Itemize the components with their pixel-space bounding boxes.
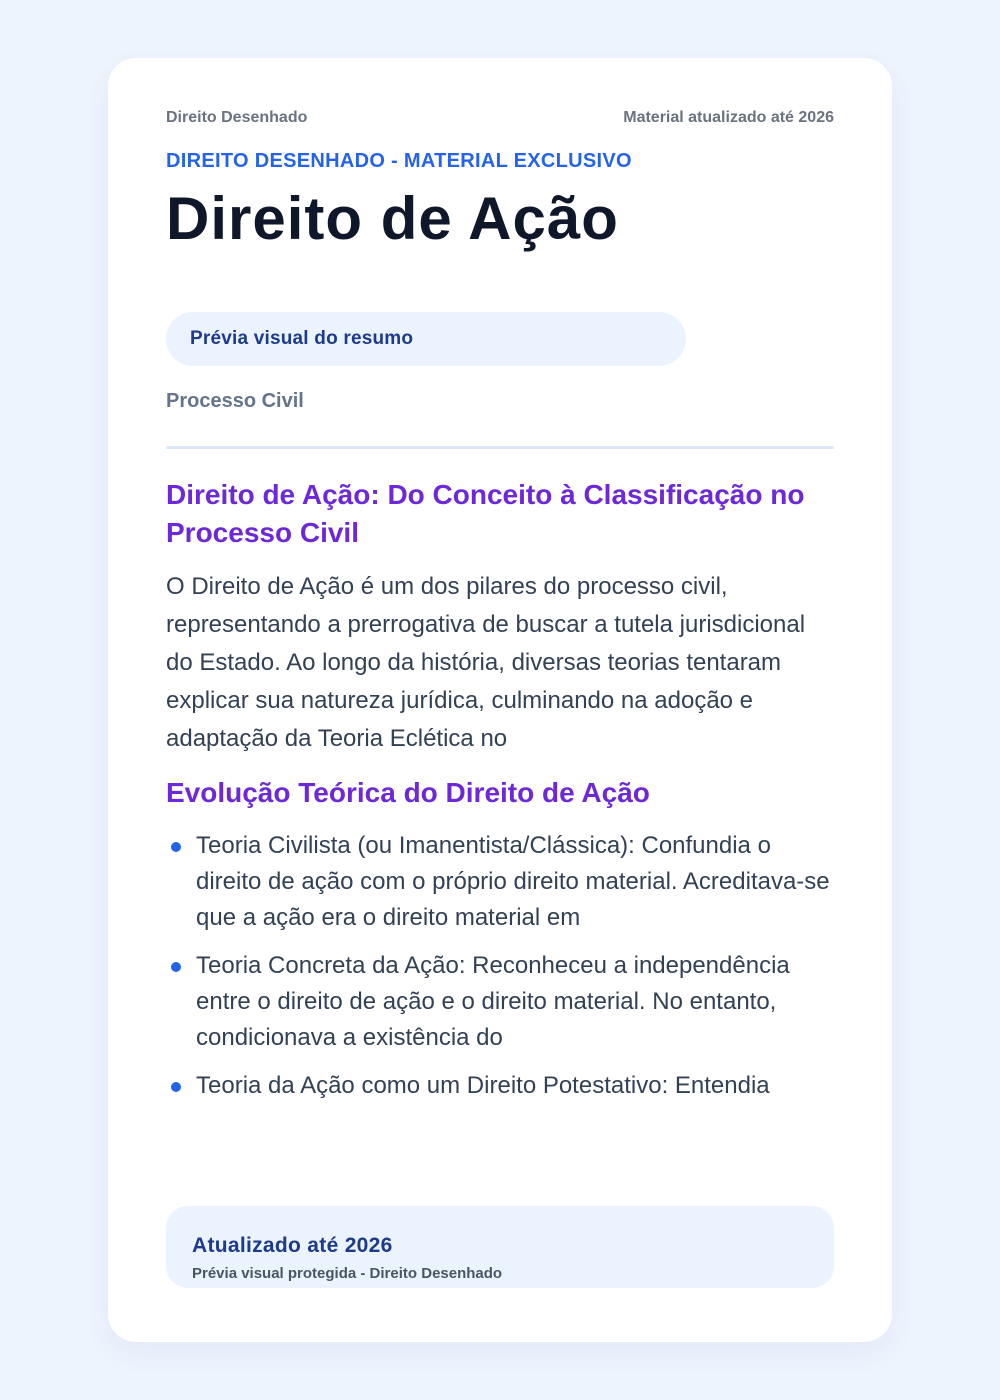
list-item-text: Teoria da Ação como um Direito Potestativo: Entendia — [196, 1072, 770, 1099]
updated-note: Material atualizado até 2026 — [623, 109, 834, 126]
bullet-dot-icon — [171, 842, 181, 852]
list-item — [166, 1068, 834, 1104]
preview-pill: Prévia visual do resumo — [166, 312, 686, 366]
footer-subtitle: Prévia visual protegida - Direito Desenhado — [192, 1265, 503, 1282]
footer-banner — [166, 1206, 834, 1288]
list-item — [166, 948, 834, 1056]
top-bar — [166, 108, 834, 128]
list-item-text: Teoria Civilista (ou Imanentista/Clássica): Confundia o direito de ação com o próprio direito material. Acreditava-se que a ação era o direito material em — [196, 832, 830, 931]
theory-list — [166, 828, 834, 1116]
bullet-dot-icon — [171, 1082, 181, 1092]
subject-label: Processo Civil — [166, 390, 304, 412]
document-card — [108, 58, 892, 1342]
divider — [166, 446, 834, 449]
footer-title: Atualizado até 2026 — [192, 1234, 393, 1257]
list-item-text: Teoria Concreta da Ação: Reconheceu a independência entre o direito de ação e o direito material. No entanto, condicionava a existência do — [196, 952, 790, 1051]
list-item — [166, 828, 834, 936]
eyebrow-label: DIREITO DESENHADO - MATERIAL EXCLUSIVO — [166, 150, 632, 172]
brand-name: Direito Desenhado — [166, 109, 308, 126]
section-heading-evolution: Evolução Teórica do Direito de Ação — [166, 777, 650, 808]
intro-paragraph: O Direito de Ação é um dos pilares do processo civil, representando a prerrogativa de buscar a tutela jurisdicional do Estado. Ao longo da história, diversas teorias tentaram explicar sua natureza jurídica, culminando na adoção e adaptação da Teoria Eclética no — [166, 573, 806, 752]
bullet-dot-icon — [171, 962, 181, 972]
section-heading-concept: Direito de Ação: Do Conceito à Classificação no Processo Civil — [166, 479, 805, 548]
page-title: Direito de Ação — [166, 185, 619, 252]
